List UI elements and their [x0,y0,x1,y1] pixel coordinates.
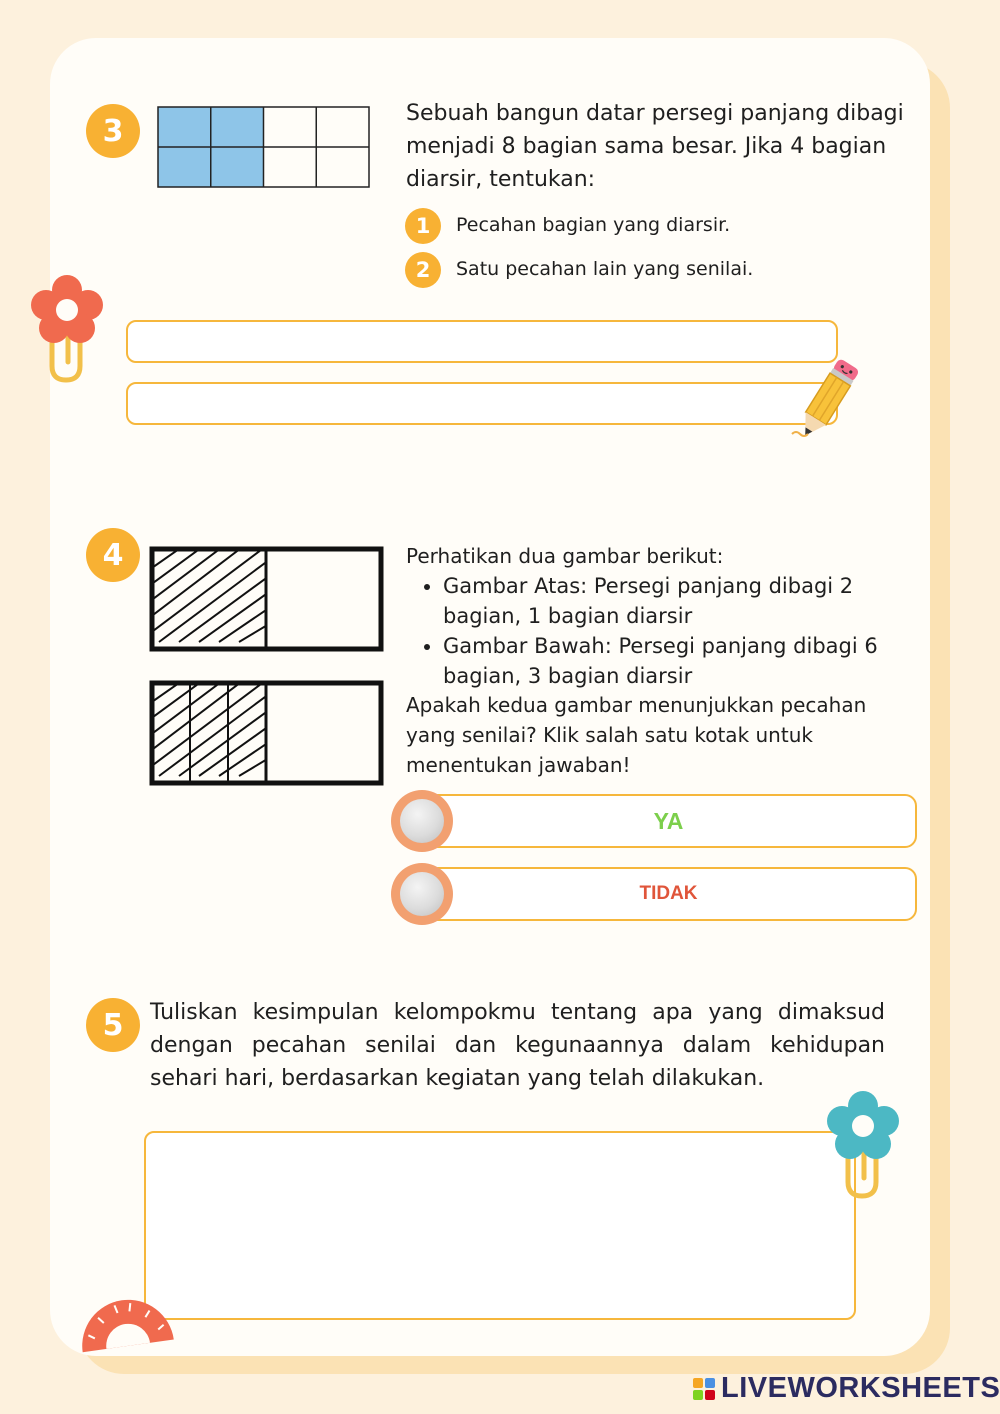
flower-clip-icon [826,1090,900,1202]
question-number-badge: 5 [86,998,140,1052]
grid-cell-shaded [158,147,211,187]
question-text: Apakah kedua gambar menunjukkan pecahan yang senilai? Klik salah satu kotak untuk menentukan jawaban! [406,693,867,777]
sub-item-text: Pecahan bagian yang diarsir. [456,214,731,236]
flower-clip-icon [30,274,104,386]
option-ya-radio[interactable] [391,790,453,852]
question-intro: Perhatikan dua gambar berikut: [406,544,724,568]
answer-input-2[interactable] [126,382,838,425]
sub-item-number-badge: 2 [405,252,441,288]
fraction-diagram-bottom [149,680,384,786]
question-text: Sebuah bangun datar persegi panjang dibagi menjadi 8 bagian sama besar. Jika 4 bagian diarsir, tentukan: [406,101,904,192]
grid-cell-shaded [211,147,264,187]
question-text: Tuliskan kesimpulan kelompokmu tentang apa yang dimaksud dengan pecahan senilai dan kegunaannya dalam kehidupan sehari hari, berdasarkan kegiatan yang telah dilakukan. [150,1000,885,1091]
option-ya-button[interactable]: YA [420,794,917,848]
grid-cell-shaded [211,107,264,147]
grid-cell-shaded [158,107,211,147]
protractor-icon [74,1290,178,1356]
sub-item-text: Satu pecahan lain yang senilai. [456,258,754,280]
watermark-text: LIVEWORKSHEETS [721,1372,1000,1404]
pencil-icon [786,350,870,448]
bullet-list [406,571,913,691]
fraction-diagram-top [149,546,384,652]
question-number-badge: 4 [86,528,140,582]
sub-item-number-badge: 1 [405,208,441,244]
bullet-item: • Gambar Atas: Persegi panjang dibagi 2 bagian, 1 bagian diarsir [443,571,913,631]
liveworksheets-logo-icon [693,1378,715,1400]
question-number-badge: 3 [86,104,140,158]
answer-input-1[interactable] [126,320,838,363]
bullet-item: • Gambar Bawah: Persegi panjang dibagi 6 bagian, 3 bagian diarsir [443,631,913,691]
option-tidak-radio[interactable] [391,863,453,925]
liveworksheets-watermark [693,1372,1000,1405]
fraction-grid-diagram [157,106,370,188]
answer-textarea[interactable] [144,1131,856,1320]
option-tidak-button[interactable]: TIDAK [420,867,917,921]
